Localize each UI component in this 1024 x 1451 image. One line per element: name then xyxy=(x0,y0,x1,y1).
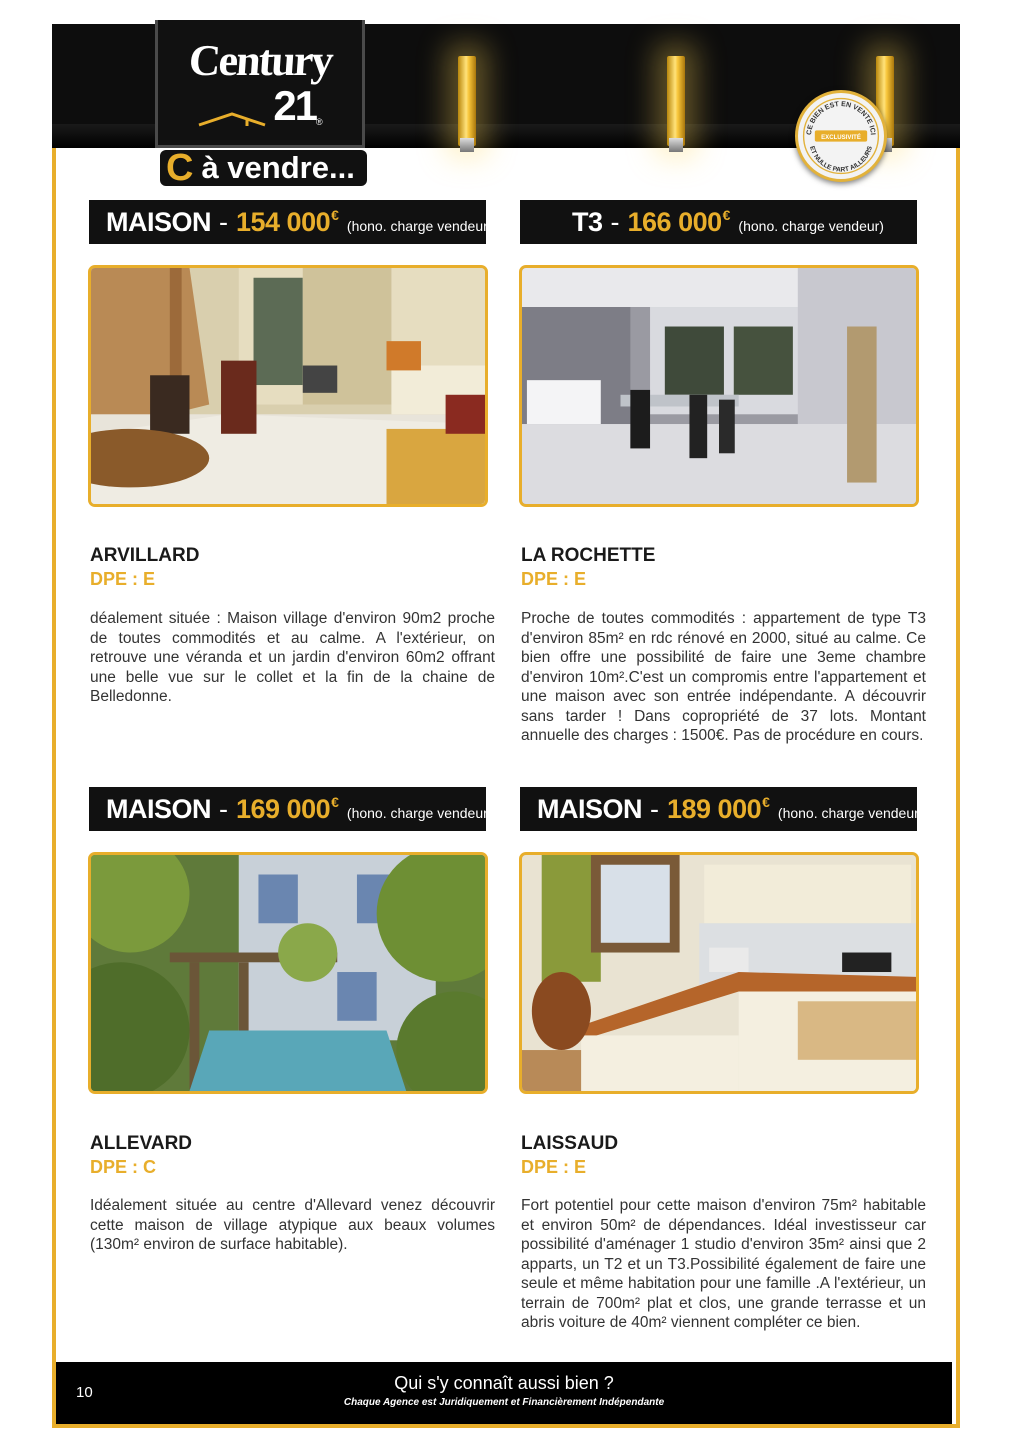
price-box xyxy=(520,787,924,831)
section-tagline xyxy=(160,146,367,189)
dpe-rating: DPE : E xyxy=(90,569,156,589)
dpe-rating: DPE : E xyxy=(521,1157,587,1177)
fee-note: (hono. charge vendeur) xyxy=(346,218,493,234)
exclusivity-seal xyxy=(795,90,887,182)
svg-text:ET NULLE PART AILLEURS xyxy=(808,145,874,174)
seal-bottom-text: ET NULLE PART AILLEURS xyxy=(808,145,874,174)
property-price: 154 000 xyxy=(236,206,331,237)
dpe-rating: DPE : C xyxy=(90,1157,157,1177)
property-description: déalement située : Maison village d'environ 90m2 proche de toutes commodités et au calme. A l'extérieur, on retrouve une véranda et un jardin d'environ 60m2 offrant une belle vue sur le collet et la fin de la chaine de Belledonne. xyxy=(90,610,495,705)
footer-subslogan: Chaque Agence est Juridiquement et Financièrement Indépendante xyxy=(343,1397,665,1408)
page-footer xyxy=(56,1362,952,1424)
property-type: MAISON xyxy=(537,793,642,824)
logo-number: 21 xyxy=(273,81,317,129)
city-name: ARVILLARD xyxy=(90,545,200,566)
fee-note: (hono. charge vendeur) xyxy=(777,805,924,821)
fee-note: (hono. charge vendeur) xyxy=(346,805,493,821)
city-name: LA ROCHETTE xyxy=(521,545,656,566)
seal-center-text: EXCLUSIVITÉ xyxy=(821,134,861,141)
garden-house-photo xyxy=(88,852,488,1094)
price-separator: - xyxy=(219,206,228,237)
property-description: Proche de toutes commodités : appartement de type T3 d'environ 85m² en rdc rénové en 2000, situé au calme. Ce bien offre une possibilité de faire une 3eme chambre d'environ 10m².C'est un compromis entre l'appartement et une maison avec son entrée indépendante. A découvrir sans tarder ! Dans copropriété de 37 lots. Montant annuelle des charges : 1500€. Pas de procédure en cours. xyxy=(521,610,926,744)
lamp-decoration xyxy=(458,56,476,146)
dpe-rating: DPE : E xyxy=(521,569,587,589)
property-price: 189 000 xyxy=(667,793,762,824)
property-description: Idéalement située au centre d'Allevard venez découvrir cette maison de village atypique aux beaux volumes (130m² environ de surface habitable). xyxy=(90,1197,495,1253)
lamp-decoration xyxy=(667,56,685,146)
property-description: Fort potentiel pour cette maison d'environ 75m² habitable et environ 50m² de dépendances. Idéal investisseur car possibilité d'aménager 1 studio d'environ 35m² ainsi que 2 apparts, un T2 et un T3.Possibilité également de faire une seule et même habitation pour une famille .A l'extérieur, un terrain de 700m² plat et clos, une grande terrasse et un abris voiture de 40m² viennent compléter ce bien. xyxy=(521,1197,926,1331)
price-separator: - xyxy=(650,793,659,824)
price-separator: - xyxy=(219,793,228,824)
price-currency: € xyxy=(331,207,339,223)
property-price: 169 000 xyxy=(236,793,331,824)
logo-wordmark: Century xyxy=(187,35,333,85)
living-room-photo xyxy=(88,265,488,507)
dining-room-photo xyxy=(519,265,919,507)
svg-text:CE BIEN EST EN VENTE ICI xyxy=(806,101,876,135)
price-box xyxy=(89,200,493,244)
page-number: 10 xyxy=(76,1384,93,1401)
seal-top-text: CE BIEN EST EN VENTE ICI xyxy=(806,101,876,136)
kitchen-photo xyxy=(519,852,919,1094)
fee-note: (hono. charge vendeur) xyxy=(738,218,884,234)
property-type: T3 xyxy=(572,206,603,237)
property-price: 166 000 xyxy=(627,206,722,237)
century21-logo xyxy=(155,20,365,148)
property-type: MAISON xyxy=(106,206,211,237)
price-currency: € xyxy=(331,794,339,810)
tagline-text: à vendre... xyxy=(201,150,355,185)
city-name: ALLEVARD xyxy=(90,1133,193,1154)
price-box xyxy=(520,200,917,244)
price-currency: € xyxy=(722,207,731,223)
house-roof-icon xyxy=(197,111,267,127)
price-box xyxy=(89,787,493,831)
tagline-c-letter: C xyxy=(166,146,194,189)
footer-slogan: Qui s'y connaît aussi bien ? xyxy=(394,1373,614,1393)
price-separator: - xyxy=(610,206,620,237)
property-type: MAISON xyxy=(106,793,211,824)
city-name: LAISSAUD xyxy=(521,1133,619,1154)
registered-mark: ® xyxy=(316,116,323,127)
price-currency: € xyxy=(762,794,770,810)
